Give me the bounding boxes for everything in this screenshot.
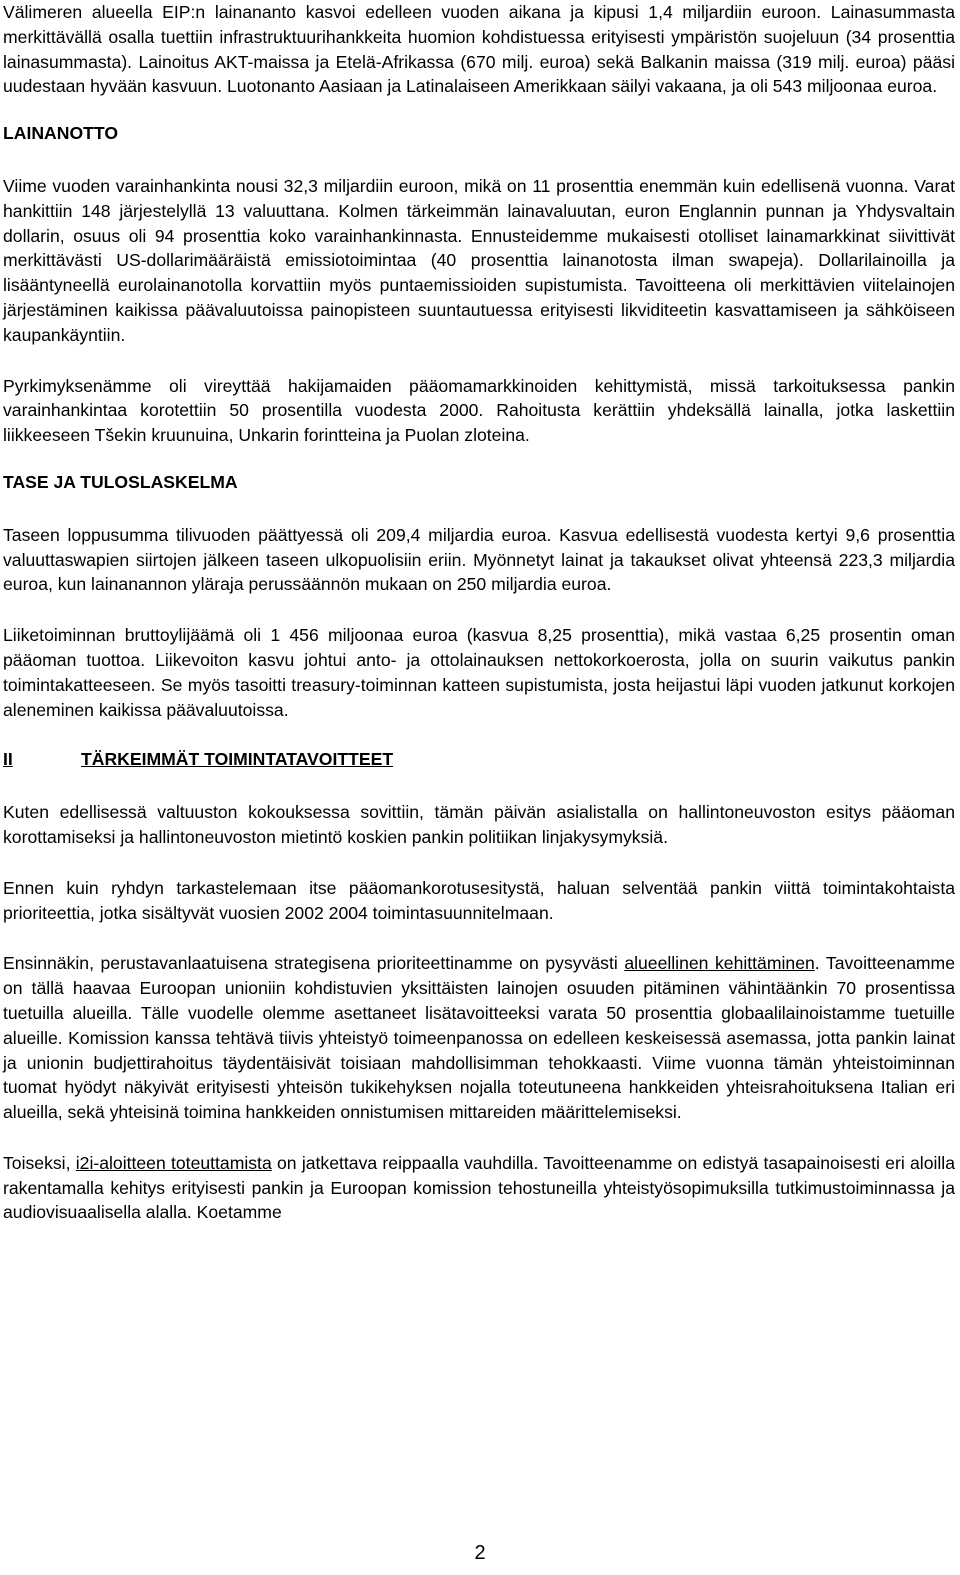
paragraph-regional-development	[3, 951, 955, 1125]
paragraph-candidate-markets: Pyrkimyksenämme oli vireyttää hakijamaiden pääomamarkkinoiden kehittymistä, missä tarkoituksessa pankin varainhankintaa korotettiin 50 prosentilla vuodesta 2000. Rahoitusta kerättiin yhdeksällä lainalla, jotka laskettiin liikkeeseen Tšekin kruunuina, Unkarin forintteina ja Puolan zloteina.	[3, 375, 955, 446]
underlined-term-i2i: i2i-aloitteen toteuttamista	[75, 1152, 272, 1173]
paragraph-operating-surplus: Liiketoiminnan bruttoylijäämä oli 1 456 miljoonaa euroa (kasvua 8,25 prosenttia), mikä vastaa 6,25 prosentin oman pääoman tuottoa. Liikevoiton kasvu johtui anto- ja ottolainauksen nettokorkoerosta, jolla on suurin vaikutus pankin toimintakatteeseen. Se myös tasoitti treasury-toiminnan katteen supistumista, josta heijastui läpi vuoden jatkunut korkojen aleneminen kaikissa päävaluutoissa.	[3, 625, 955, 720]
paragraph-mediterranean-lending: Välimeren alueella EIP:n lainananto kasvoi edelleen vuoden aikana ja kipusi 1,4 miljardiin euroon. Lainasummasta merkittävällä osalla tuettiin infrastruktuurihankkeita huomion kohdistuessa erityisesti ympäristön suojeluun (34 prosenttia lainasummasta). Lainoitus AKT-maissa ja Etelä-Afrikassa (670 milj. euroa) sekä Balkanin maissa (319 milj. euroa) pääsi uudestaan hyvään kasvuun. Luotonanto Aasiaan ja Latinalaiseen Amerikkaan säilyi vakaana, ja oli 543 miljoonaa euroa.	[3, 2, 955, 97]
section-number: II	[3, 749, 13, 770]
paragraph-i2i-initiative	[3, 1151, 955, 1225]
heading-tase-ja-tuloslaskelma: TASE JA TULOSLASKELMA	[3, 471, 238, 492]
section-heading-ii	[3, 747, 955, 772]
section-title: TÄRKEIMMÄT TOIMINTATAVOITTEET	[81, 749, 394, 770]
paragraph-priorities: Ennen kuin ryhdyn tarkastelemaan itse pääomankorotusesitystä, haluan selventää pankin viittä toimintakohtaista prioriteettia, jotka sisältyvät vuosien 2002 2004 toimintasuunnitelmaan.	[3, 877, 955, 923]
paragraph-balance-sheet: Taseen loppusumma tilivuoden päättyessä oli 209,4 miljardia euroa. Kasvua edellisestä vuodesta kertyi 9,6 prosenttia valuuttaswapien siirtojen jälkeen taseen ulkopuolisiin eriin. Myönnetyt lainat ja takaukset olivat yhteensä 223,3 miljardia euroa, kun lainanannon yläraja perussäännön mukaan on 250 miljardia euroa.	[3, 524, 955, 595]
paragraph-text: Ensinnäkin, perustavanlaatuisena strategisena prioriteettinamme on pysyvästi	[3, 953, 625, 974]
underlined-term-regional-development: alueellinen kehittäminen	[624, 953, 815, 974]
document-page	[3, 0, 955, 1225]
paragraph-funding: Viime vuoden varainhankinta nousi 32,3 miljardiin euroon, mikä on 11 prosenttia enemmän kuin edellisenä vuonna. Varat hankittiin 148 järjestelyllä 13 valuuttana. Kolmen tärkeimmän lainavaluutan, euron Englannin punnan ja Yhdysvaltain dollarin, osuus oli 94 prosenttia koko varainhankinnasta. Ennusteidemme mukaisesti otolliset lainamarkkinat siivittivät merkittävästi US-dollarimääräistä emissiotoimintaa (40 prosenttia lainanotosta ilman swapeja). Dollarilainoilla ja lisääntyneellä eurolainanotolla korvattiin myös puntaemissioiden supistumista. Tavoitteena oli merkittävien viitelainojen järjestäminen kaikissa päävaluutoissa painopisteen suuntautuessa erityisesti likviditeetin kasvattamiseen ja sähköiseen kaupankäyntiin.	[3, 175, 955, 345]
paragraph-capital-increase: Kuten edellisessä valtuuston kokouksessa sovittiin, tämän päivän asialistalla on hallintoneuvoston esitys pääoman korottamiseksi ja hallintoneuvoston mietintö koskien pankin politiikan linjakysymyksiä.	[3, 802, 955, 847]
paragraph-text: Toiseksi,	[3, 1152, 76, 1173]
heading-lainanotto: LAINANOTTO	[3, 123, 119, 144]
paragraph-text: . Tavoitteenamme on tällä haavaa Euroopan unioniin kohdistuvien yksittäisten lainojen osuuden pitäminen vähintäänkin 70 prosentissa tuetuilla alueilla. Tälle vuodelle olemme asettaneet lisätavoitteeksi varata 50 prosenttia globaalilainoistamme tuetuille alueille. Komission kanssa tehtävä tiivis yhteistyö toimeenpanossa on edelleen keskeisessä asemassa, jotta pankin lainat ja unionin budjettirahoitus täydentäisivät toisiaan mahdollisimman tehokkaasti. Viime vuonna tämän yhteistoiminnan tuomat hyödyt näkyivät erityisesti yhteisön tukikehyksen nojalla toteutuneena hankkeiden yhteisrahoituksena Italian eri alueilla, sekä yhteisinä toimina hankkeiden onnistumisen mittareiden määrittelemiseksi.	[3, 953, 955, 1123]
paragraph-text: on jatkettava reippaalla vauhdilla. Tavoitteenamme on edistyä tasapainoisesti eri aloilla rakentamalla kehitys erityisesti pankin ja Euroopan komission tehostuneilla yhteistyösopimuksilla tutkimustoiminnassa ja audiovisuaalisella alalla. Koetamme	[3, 1152, 955, 1223]
page-number: 2	[474, 1542, 486, 1564]
